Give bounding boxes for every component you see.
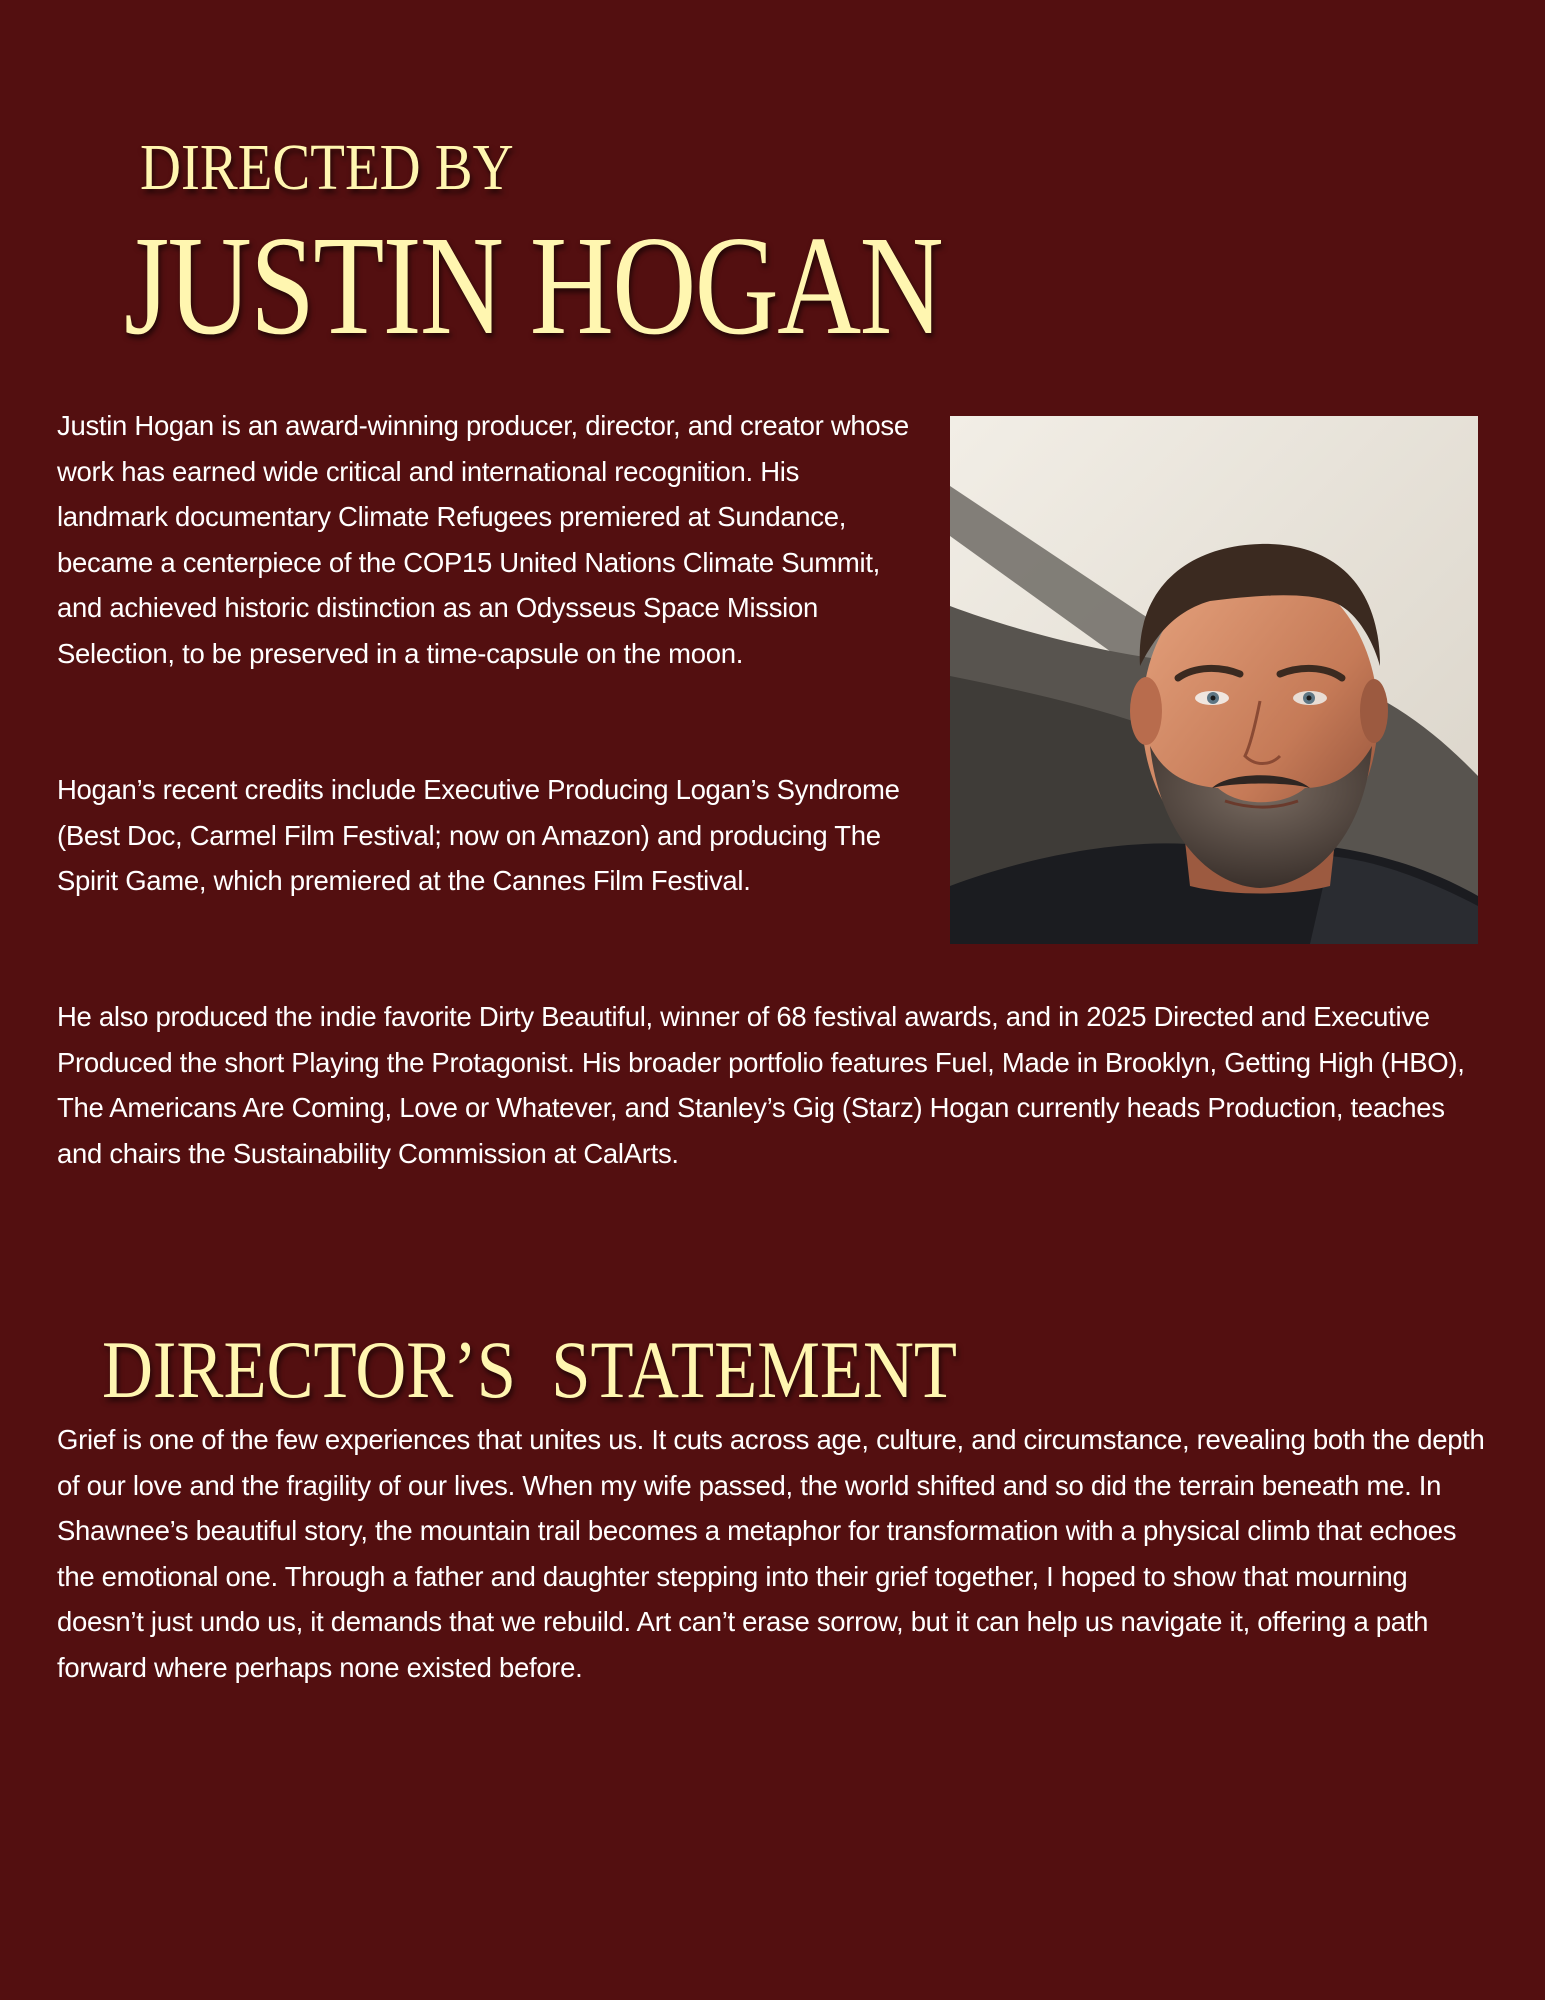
bio-paragraph-3: He also produced the indie favorite Dirty Beautiful, winner of 68 festival awards, and in 2025 Directed and Executive Produced the short Playing the Protagonist. His broader portfolio features Fuel, Made in Brooklyn, Getting High (HBO), The Americans Are Coming, Love or Whatever, and Stanley’s Gig (Starz) Hogan currently heads Production, teaches and chairs the Sustainability Commission at CalArts.	[57, 1001, 1465, 1169]
bio-paragraph-2: Hogan’s recent credits include Executive Producing Logan’s Syndrome (Best Doc, Carmel Film Festival; now on Amazon) and producing The Spirit Game, which premiered at the Cannes Film Festival.	[57, 774, 900, 896]
directors-statement-heading: DIRECTOR’S STATEMENT	[102, 1324, 957, 1415]
directed-by-label: DIRECTED BY	[140, 131, 514, 204]
bio-paragraph-1: Justin Hogan is an award-winning producer, director, and creator whose work has earned wide critical and international recognition. His landmark documentary Climate Refugees premiered at Sundance, became a centerpiece of the COP15 United Nations Climate Summit, and achieved historic distinction as an Odysseus Space Mission Selection, to be preserved in a time-capsule on the moon.	[57, 410, 909, 669]
director-name-title: JUSTIN HOGAN	[124, 206, 943, 364]
director-portrait-photo	[950, 416, 1478, 944]
directors-statement-text: Grief is one of the few experiences that unites us. It cuts across age, culture, and circumstance, revealing both the depth of our love and the fragility of our lives. When my wife passed, the world shifted and so did the terrain beneath me. In Shawnee’s beautiful story, the mountain trail becomes a metaphor for transformation with a physical climb that echoes the emotional one. Through a father and daughter stepping into their grief together, I hoped to show that mourning doesn’t just undo us, it demands that we rebuild. Art can’t erase sorrow, but it can help us navigate it, offering a path forward where perhaps none existed before.	[57, 1424, 1485, 1683]
